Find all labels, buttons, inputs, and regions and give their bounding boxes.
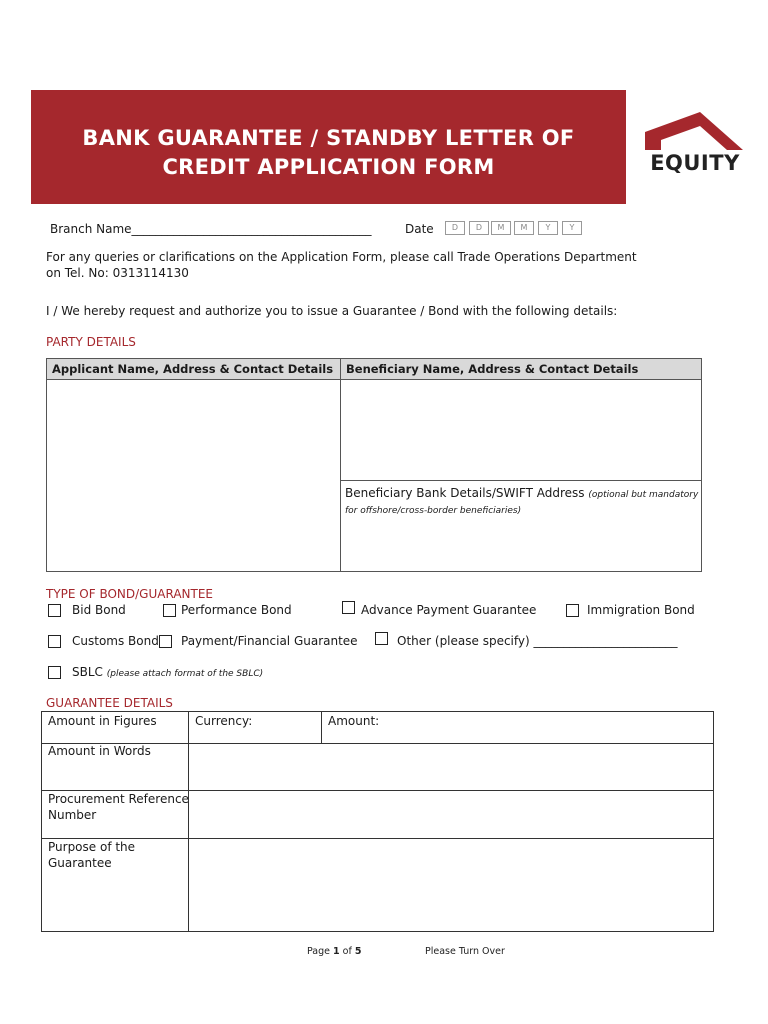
request-statement: I / We hereby request and authorize you to issue a Guarantee / Bond with the following details:	[46, 304, 618, 318]
bank-details-note: (optional but mandatory for offshore/cross-border beneficiaries)	[345, 490, 699, 516]
bid-bond-label: Bid Bond	[72, 603, 126, 617]
party-details-table	[46, 358, 702, 572]
branch-name-label: Branch Name________________________________________	[50, 222, 372, 236]
purpose-label: Purpose of the Guarantee	[48, 840, 136, 870]
customs-bond-label: Customs Bond	[72, 634, 159, 648]
beneficiary-bank-details-field[interactable]	[345, 486, 699, 518]
sblc-checkbox[interactable]	[48, 666, 61, 679]
row-divider	[341, 480, 701, 481]
immigration-bond-checkbox[interactable]	[566, 604, 579, 617]
payment-guarantee-label: Payment/Financial Guarantee	[181, 634, 358, 648]
performance-bond-checkbox[interactable]	[163, 604, 176, 617]
query-instructions-line-2: on Tel. No: 0313114130	[46, 266, 189, 280]
currency-divider	[321, 712, 322, 743]
bond-type-heading: TYPE OF BOND/GUARANTEE	[46, 587, 214, 601]
branch-name-field[interactable]: ________________________________________	[131, 222, 372, 236]
immigration-bond-label: Immigration Bond	[587, 603, 695, 617]
procurement-ref-label: Procurement Reference Number	[48, 792, 189, 822]
applicant-header: Applicant Name, Address & Contact Details	[47, 359, 340, 380]
date-box-day-2[interactable]: D	[469, 221, 489, 235]
logo-text: EQUITY	[650, 151, 740, 175]
title-banner	[31, 90, 626, 204]
advance-payment-checkbox[interactable]	[342, 601, 355, 614]
performance-bond-label: Performance Bond	[181, 603, 292, 617]
date-box-month-1[interactable]: M	[491, 221, 511, 235]
party-details-heading: PARTY DETAILS	[46, 335, 136, 349]
query-instructions-line-1: For any queries or clarifications on the Application Form, please call Trade Operations Department	[46, 250, 637, 264]
other-checkbox[interactable]	[375, 632, 388, 645]
procurement-ref-field[interactable]	[189, 791, 713, 838]
other-label[interactable]: Other (please specify) ________________________	[397, 634, 678, 648]
guarantee-details-heading: GUARANTEE DETAILS	[46, 696, 173, 710]
form-title-line-2: CREDIT APPLICATION FORM	[162, 155, 495, 179]
purpose-field[interactable]	[189, 839, 713, 931]
page-number: Page 1 of 5	[307, 946, 362, 957]
date-label: Date	[405, 222, 434, 236]
applicant-details-field[interactable]	[47, 380, 340, 571]
turn-over-note: Please Turn Over	[425, 946, 505, 957]
currency-field[interactable]: Currency:	[195, 714, 253, 728]
sblc-label: SBLC (please attach format of the SBLC)	[72, 665, 264, 679]
form-title-line-1: BANK GUARANTEE / STANDBY LETTER OF	[82, 126, 575, 150]
amount-figures-label: Amount in Figures	[48, 714, 157, 728]
amount-field[interactable]: Amount:	[328, 714, 380, 728]
sblc-note: (please attach format of the SBLC)	[106, 669, 264, 679]
beneficiary-header: Beneficiary Name, Address & Contact Details	[340, 359, 701, 380]
date-box-month-2[interactable]: M	[514, 221, 534, 235]
bid-bond-checkbox[interactable]	[48, 604, 61, 617]
amount-words-field[interactable]	[189, 744, 713, 790]
date-box-day-1[interactable]: D	[445, 221, 465, 235]
date-box-year-1[interactable]: Y	[538, 221, 558, 235]
bank-details-label: Beneficiary Bank Details/SWIFT Address	[345, 486, 585, 500]
beneficiary-details-field[interactable]	[341, 380, 701, 480]
advance-payment-label: Advance Payment Guarantee	[361, 603, 537, 617]
equity-logo	[643, 110, 748, 180]
customs-bond-checkbox[interactable]	[48, 635, 61, 648]
guarantee-details-table	[41, 711, 714, 932]
amount-words-label: Amount in Words	[48, 744, 151, 758]
payment-guarantee-checkbox[interactable]	[159, 635, 172, 648]
roof-icon	[643, 110, 748, 152]
date-box-year-2[interactable]: Y	[562, 221, 582, 235]
